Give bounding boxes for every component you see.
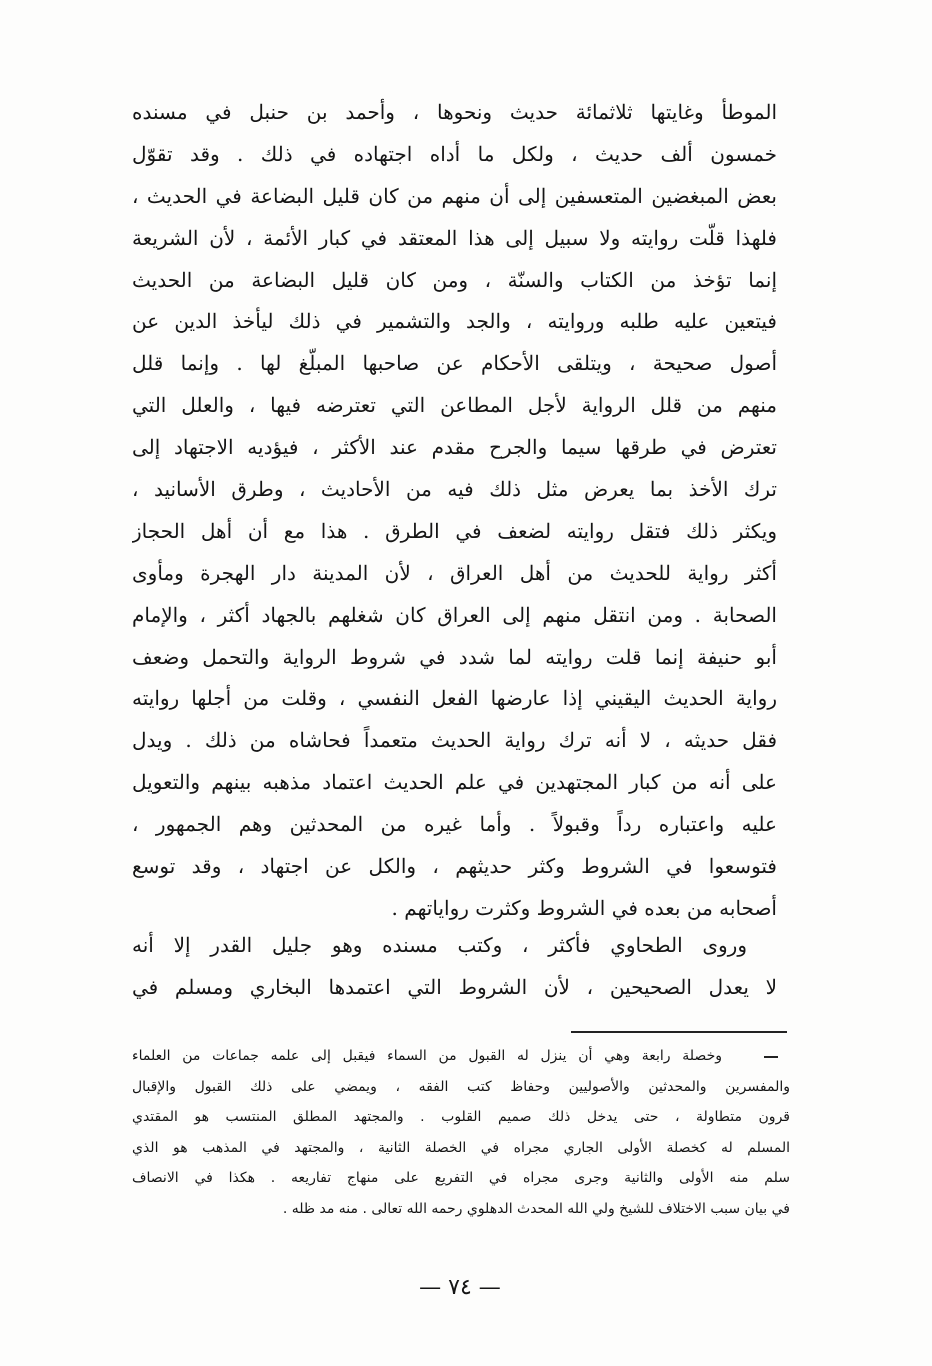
text-line: أكثر رواية للحديث من أهل العراق ، لأن المدينة دار الهجرة ومأوى (132, 560, 777, 585)
footnote-separator (571, 1031, 787, 1033)
text-line: عليه واعتباره رداً وقبولاً . وأما غيره من المحدثين وهم الجمهور ، (132, 812, 777, 837)
text-line: فتوسعوا في الشروط وكثر حديثهم ، والكل عن اجتهاد ، وقد توسع (132, 854, 777, 879)
text-line: الصحابة . ومن انتقل منهم إلى العراق كان شغلهم بالجهاد أكثر ، والإمام (132, 602, 777, 627)
text-line: على أنه من كبار المجتهدين في علم الحديث اعتماد مذهبه بينهم والتعويل (132, 770, 777, 795)
footnote-line: والمفسرين والمحدثين والأصوليين وحفاظ كتب الفقه ، ويمضي على ذلك القبول والإقبال (132, 1078, 790, 1095)
footnote-line-text: وخصلة رابعة وهي أن ينزل له القبول من السماء فيقبل إلى علمه جماعات من العلماء (132, 1048, 722, 1064)
text-line: منهم من قلل الرواية لأجل المطاعن التي تعترضه فيها ، والعلل التي (132, 393, 777, 418)
text-line: إنما تؤخذ من الكتاب والسنّة ، ومن كان قليل البضاعة من الحديث (132, 267, 777, 292)
main-paragraph (132, 92, 777, 930)
text-line: ويكثر ذلك فتقل روايته لضعف في الطرق . هذا مع أن أهل الحجاز (132, 518, 777, 543)
text-line: بعض المبغضين المتعسفين إلى أن منهم من كان قليل البضاعة في الحديث ، (132, 183, 777, 208)
text-line: لا يعدل الصحيحين ، لأن الشروط التي اعتمدها البخاري ومسلم في (132, 975, 777, 999)
text-line: فيتعين عليه طلبه وروايته ، والجد والتشمير في ذلك ليأخذ الدين عن (132, 309, 777, 334)
text-line: فقل حديثه ، لا أنه ترك رواية الحديث متعمداً فحاشاه من ذلك . ويدل (132, 728, 777, 753)
text-line: ترك الأخذ بما يعرض مثل ذلك فيه من الأحاديث ، وطرق الأسانيد ، (132, 477, 777, 502)
text-line: فلهذا قلّت روايته ولا سبيل إلى هذا المعتقد في كبار الأئمة ، لأن الشريعة (132, 225, 777, 250)
page-number: — ٧٤ — (419, 1275, 501, 1300)
text-line: تعترض في طرقها سيما والجرح مقدم عند الأكثر ، فيؤديه الاجتهاد إلى (132, 435, 777, 460)
footnote-line: في بيان سبب الاختلاف للشيخ ولي الله المحدث الدهلوي رحمه الله تعالى . منه مد ظله . (282, 1200, 790, 1217)
footnote (132, 1041, 790, 1224)
text-line: الموطأ وغايتها ثلاثمائة حديث ونحوها ، وأحمد بن حنبل في مسنده (132, 100, 777, 124)
text-line: وروى الطحاوي فأكثر ، وكتب مسنده وهو جليل القدر إلا أنه (132, 933, 747, 957)
text-line: أصحابه من بعده في الشروط وكثرت رواياتهم . (391, 895, 777, 920)
footnote-line: المسلم له كخصلة الأولى الجاري مجراه في الخصلة الثانية ، والمجتهد في المذهب هو الذي (132, 1139, 790, 1156)
footnote-line (132, 1041, 790, 1072)
text-line: أبو حنيفة إنما قلت روايته لما شدد في شروط الرواية والتحمل وضعف (132, 644, 777, 669)
footnote-line: سلم منه الأولى والثانية وجرى مجراه في التفريع على منهاج تفاريعه . هكذا في الانصاف (132, 1170, 790, 1186)
text-line: خمسون ألف حديث ، ولكل ما أداه اجتهاده في ذلك . وقد تقوّل (132, 141, 777, 166)
footnote-line: قرون متطاولة ، حتى يدخل ذلك صميم القلوب . والمجتهد المطلق المنتسب هو المقتدي (132, 1109, 790, 1125)
text-line: أصول صحيحة ، ويتلقى الأحكام عن صاحبها المبلّغ لها . وإنما قلل (132, 351, 777, 376)
second-paragraph (132, 924, 777, 1008)
footnote-dash (764, 1056, 778, 1058)
text-line: رواية الحديث اليقيني إذا عارضها الفعل النفسي ، وقلت من أجلها روايته (132, 686, 777, 711)
